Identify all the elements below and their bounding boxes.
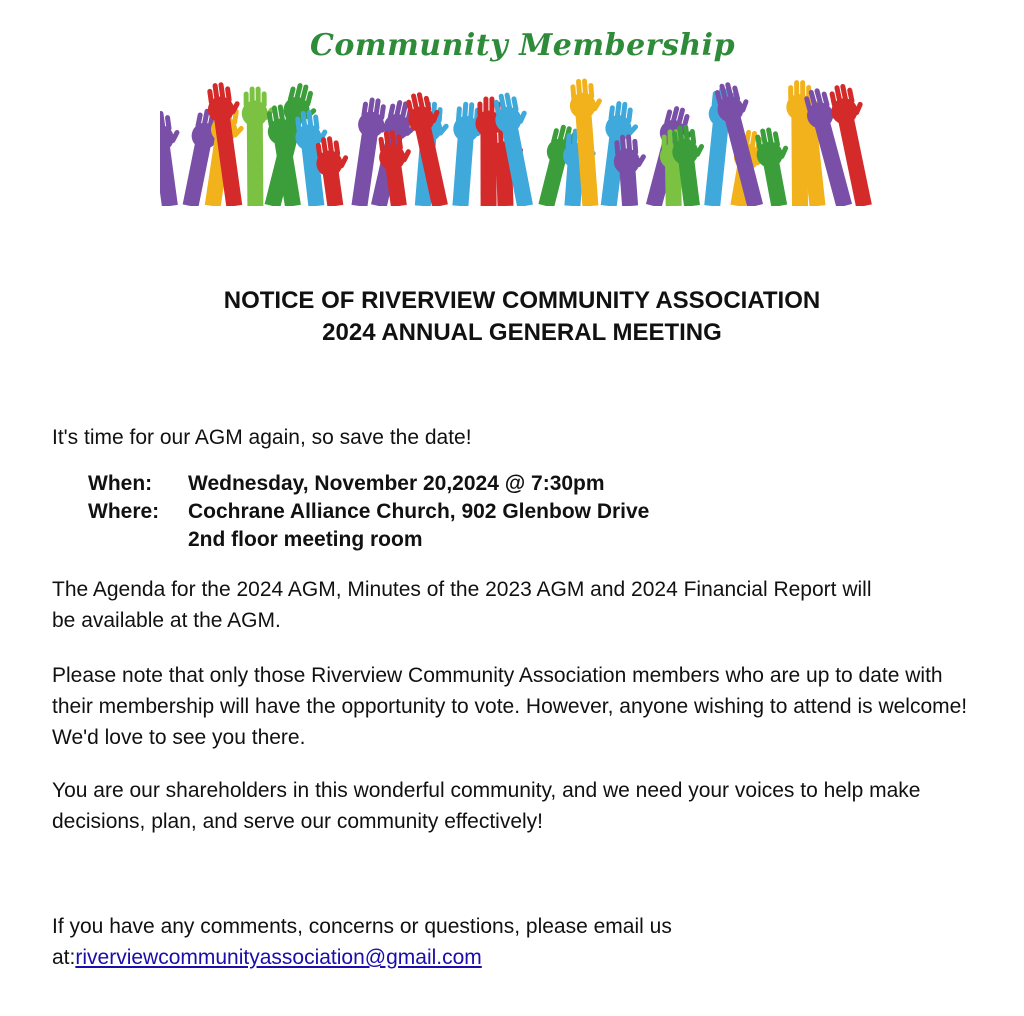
where-row	[88, 498, 649, 526]
agenda-paragraph: The Agenda for the 2024 AGM, Minutes of the 2023 AGM and 2024 Financial Report will be available at the AGM.	[52, 578, 872, 632]
where-value: Cochrane Alliance Church, 902 Glenbow Drive	[188, 500, 650, 523]
when-row	[88, 470, 649, 498]
when-value: Wednesday, November 20,2024 @ 7:30pm	[188, 472, 605, 495]
where-value-room: 2nd floor meeting room	[188, 528, 423, 551]
shareholders-paragraph: You are our shareholders in this wonderful community, and we need your voices to help make decisions, plan, and serve our community effectively!	[52, 779, 921, 833]
raised-hands-illustration	[160, 66, 885, 206]
members-paragraph: Please note that only those Riverview Community Association members who are up to date with their membership will have the opportunity to vote. However, anyone wishing to attend is welcome! We'd love to see you there.	[52, 664, 968, 749]
notice-title-line2: 2024 ANNUAL GENERAL MEETING	[322, 319, 722, 346]
intro-text: It's time for our AGM again, so save the date!	[52, 426, 472, 449]
contact-text: If you have any comments, concerns or questions, please email us at:	[52, 915, 672, 969]
notice-title	[0, 285, 1024, 349]
meeting-details	[88, 470, 649, 554]
community-membership-banner	[160, 18, 885, 208]
hand-shape	[403, 89, 460, 206]
notice-title-line1: NOTICE OF RIVERVIEW COMMUNITY ASSOCIATION	[223, 287, 821, 314]
email-link[interactable]: riverviewcommunityassociation@gmail.com	[75, 946, 482, 969]
banner-title: Community Membership	[309, 28, 736, 63]
when-label: When:	[88, 472, 153, 495]
contact-paragraph	[52, 911, 792, 973]
where-row-2	[88, 526, 649, 554]
where-label: Where:	[88, 500, 160, 523]
